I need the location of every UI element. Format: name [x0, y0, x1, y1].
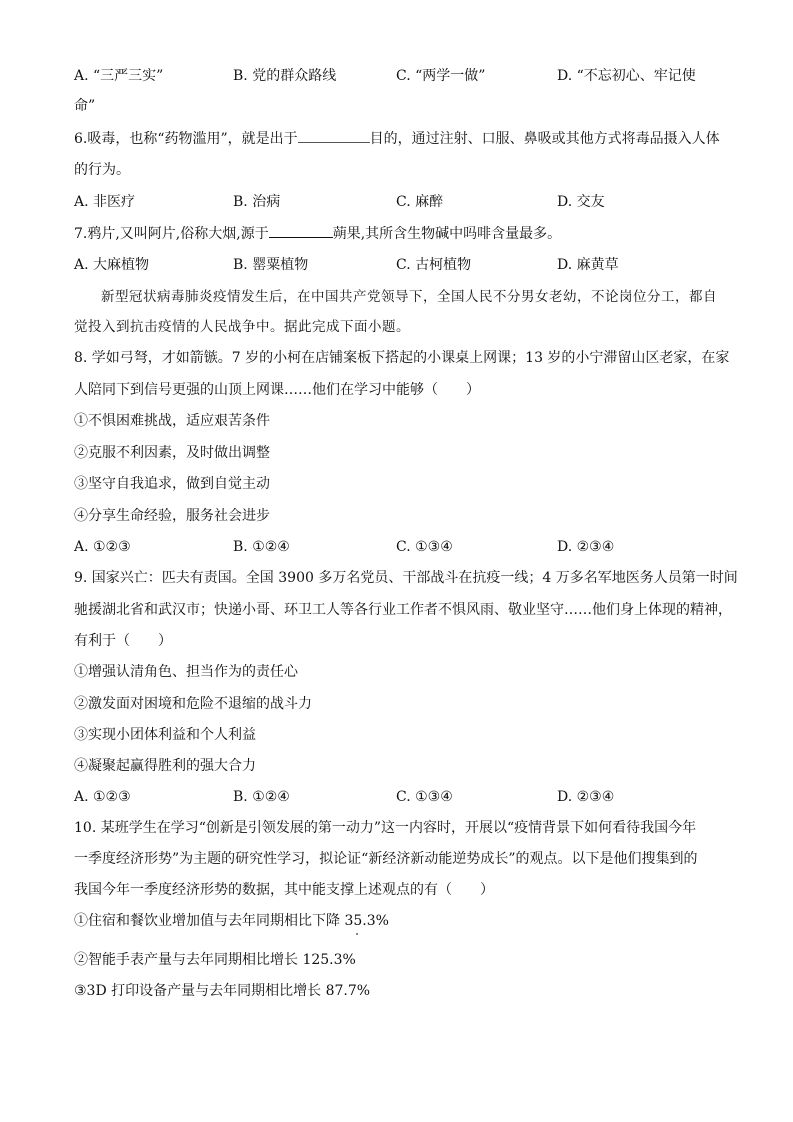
q9-stem-line1: 9. 国家兴亡：匹夫有责国。全国 3900 多万名党员、干部战斗在抗疫一线；4 万多名军地医务人员第一时间: [74, 570, 738, 586]
q8-item-4: ④分享生命经验，服务社会进步: [74, 508, 270, 524]
q6-option-d: D. 交友: [557, 194, 605, 210]
q7-stem-pre: 7.鸦片,又叫阿片,俗称大烟,源于: [74, 226, 269, 242]
q5-option-d: D. “不忘初心、牢记使: [557, 68, 696, 84]
q6-answer-blank: [298, 128, 370, 143]
q10-item-2: ②智能手表产量与去年同期相比增长 125.3%: [74, 952, 356, 968]
q10-item-1: ①住宿和餐饮业增加值与去年同期相比下降 35.3%: [74, 913, 389, 929]
q7-option-c: C. 古柯植物: [396, 257, 472, 273]
q5-option-d-continued: 命”: [74, 98, 96, 114]
q8-stem-line2: 人陪同下到信号更强的山顶上网课……他们在学习中能够（ ）: [74, 382, 480, 398]
q8-option-b: B. ①②④: [233, 539, 290, 555]
q9-option-c: C. ①③④: [396, 789, 453, 805]
q10-stem-line2: 一季度经济形势”为主题的研究性学习，拟论证“新经济新动能逆势成长”的观点。以下是他们搜集到的: [74, 851, 698, 867]
q8-item-1: ①不惧困难挑战，适应艰苦条件: [74, 413, 270, 429]
q6-stem-line2: 的行为。: [74, 162, 130, 178]
q9-stem-line3: 有利于（ ）: [74, 633, 172, 649]
q8-option-c: C. ①③④: [396, 539, 453, 555]
q6-option-c: C. 麻醉: [396, 194, 444, 210]
q5-option-a: A. “三严三实”: [74, 68, 164, 84]
q8-option-d: D. ②③④: [557, 539, 615, 555]
q10-item-3: ③3D 打印设备产量与去年同期相比增长 87.7%: [74, 983, 371, 999]
q6-option-b: B. 治病: [233, 194, 281, 210]
q5-option-b: B. 党的群众路线: [233, 68, 337, 84]
q7-option-b: B. 罂粟植物: [233, 257, 309, 273]
q7-option-a: A. 大麻植物: [74, 257, 150, 273]
intro-passage-line1: 新型冠状病毒肺炎疫情发生后，在中国共产党领导下，全国人民不分男女老幼，不论岗位分工，都自: [101, 289, 717, 305]
q6-option-a: A. 非医疗: [74, 194, 136, 210]
q9-option-d: D. ②③④: [557, 789, 615, 805]
q7-stem: [74, 223, 561, 244]
q9-item-3: ③实现小团体利益和个人利益: [74, 727, 256, 743]
q9-item-4: ④凝聚起赢得胜利的强大合力: [74, 758, 256, 774]
intro-passage-line2: 觉投入到抗击疫情的人民战争中。据此完成下面小题。: [74, 319, 410, 335]
q6-stem-line1: [74, 128, 720, 149]
q9-option-b: B. ①②④: [233, 789, 290, 805]
q9-item-2: ②激发面对困境和危险不退缩的战斗力: [74, 696, 312, 712]
q8-option-a: A. ①②③: [74, 539, 131, 555]
q6-stem-post: 目的，通过注射、口服、鼻吸或其他方式将毒品摄入人体: [369, 131, 720, 147]
q9-item-1: ①增强认清角色、担当作为的责任心: [74, 664, 298, 680]
q9-option-a: A. ①②③: [74, 789, 131, 805]
stray-dot: [356, 933, 358, 935]
q8-item-2: ②克服不利因素，及时做出调整: [74, 445, 270, 461]
q8-item-3: ③坚守自我追求，做到自觉主动: [74, 476, 270, 492]
q5-option-c: C. “两学一做”: [396, 68, 486, 84]
q10-stem-line1: 10. 某班学生在学习“创新是引领发展的第一动力”这一内容时，开展以“疫情背景下如何看待我国今年: [74, 820, 697, 836]
q6-stem-pre: 6.吸毒，也称“药物滥用”，就是出于: [74, 131, 298, 147]
q7-option-d: D. 麻黄草: [557, 257, 619, 273]
q7-stem-post: 蒴果,其所含生物碱中吗啡含量最多。: [332, 226, 562, 242]
q9-stem-line2: 驰援湖北省和武汉市；快递小哥、环卫工人等各行业工作者不惧风雨、敬业坚守……他们身上体现的精神，: [74, 602, 732, 618]
q10-stem-line3: 我国今年一季度经济形势的数据，其中能支撑上述观点的有（ ）: [74, 882, 494, 898]
q7-answer-blank: [269, 223, 333, 238]
q8-stem-line1: 8. 学如弓弩，才如箭镞。7 岁的小柯在店铺案板下搭起的小课桌上网课；13 岁的小宁滞留山区老家，在家: [74, 350, 730, 366]
